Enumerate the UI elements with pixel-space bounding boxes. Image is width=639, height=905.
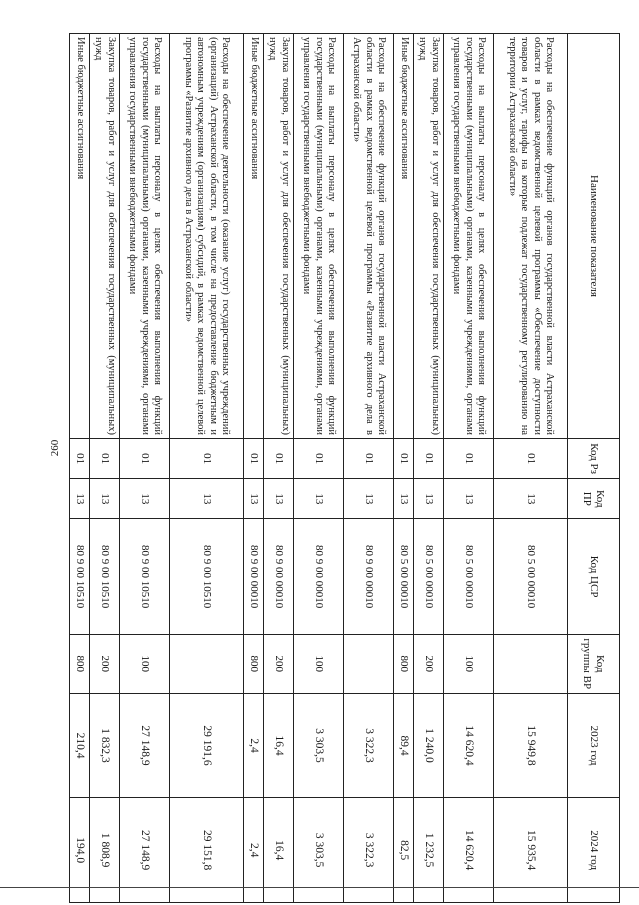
table-row <box>494 34 568 903</box>
table-header <box>568 34 620 903</box>
cell-csr: 80 9 00 10510 <box>70 519 90 634</box>
cell-vr <box>344 634 394 693</box>
cell-y2024: 3 303,5 <box>294 798 344 903</box>
cell-y2024: 3 322,3 <box>344 798 394 903</box>
cell-y2023: 89,4 <box>394 693 414 798</box>
cell-y2024: 16,4 <box>264 798 294 903</box>
cell-csr: 80 5 00 00010 <box>414 519 444 634</box>
cell-rz: 01 <box>394 438 414 478</box>
cell-pr: 13 <box>344 479 394 519</box>
cell-rz: 01 <box>170 438 244 478</box>
cell-pr: 13 <box>494 479 568 519</box>
cell-name: Расходы на обеспечение функций органов государственной власти Астраханской области в рамках ведомственной целевой программы «Развитие архивного дела в Астраханской области» <box>344 34 394 439</box>
table-row <box>244 34 264 903</box>
cell-pr: 13 <box>394 479 414 519</box>
table-row <box>264 34 294 903</box>
cell-y2024: 2,4 <box>244 798 264 903</box>
table-row <box>444 34 494 903</box>
cell-name: Расходы на выплаты персоналу в целях обеспечения выполнения функций государственными (муниципальными) органами, казенными учреждениями, органами управления государственными внебюджетными фондами <box>444 34 494 439</box>
table-row <box>394 34 414 903</box>
cell-pr: 13 <box>444 479 494 519</box>
cell-pr: 13 <box>170 479 244 519</box>
cell-pr: 13 <box>120 479 170 519</box>
cell-y2023: 1 240,0 <box>414 693 444 798</box>
table-row <box>344 34 394 903</box>
cell-y2024: 29 151,8 <box>170 798 244 903</box>
table-row <box>294 34 344 903</box>
page-number: 260 <box>49 439 61 457</box>
cell-name: Иные бюджетные ассигнования <box>70 34 90 439</box>
cell-rz: 01 <box>494 438 568 478</box>
cell-y2023: 3 322,3 <box>344 693 394 798</box>
cell-name: Иные бюджетные ассигнования <box>244 34 264 439</box>
cell-csr: 80 9 00 10510 <box>90 519 120 634</box>
cell-name: Расходы на выплаты персоналу в целях обеспечения выполнения функций государственными (муниципальными) органами, казенными учреждениями, органами управления государственными внебюджетными фондами <box>120 34 170 439</box>
cell-csr: 80 9 00 00010 <box>294 519 344 634</box>
cell-y2023: 27 148,9 <box>120 693 170 798</box>
cell-csr: 80 9 00 10510 <box>120 519 170 634</box>
cell-rz: 01 <box>264 438 294 478</box>
cell-y2024: 15 935,4 <box>494 798 568 903</box>
cell-rz: 01 <box>70 438 90 478</box>
cell-pr: 13 <box>294 479 344 519</box>
table-body <box>70 34 568 903</box>
table-row <box>170 34 244 903</box>
cell-pr: 13 <box>90 479 120 519</box>
header-2023: 2023 год <box>568 693 620 798</box>
cell-vr: 800 <box>394 634 414 693</box>
cell-y2023: 16,4 <box>264 693 294 798</box>
cell-rz: 01 <box>90 438 120 478</box>
cell-vr: 800 <box>244 634 264 693</box>
header-rz: Код Рз <box>568 438 620 478</box>
cell-y2024: 1 808,9 <box>90 798 120 903</box>
cell-y2024: 27 148,9 <box>120 798 170 903</box>
header-name: Наименование показателя <box>568 34 620 439</box>
table-row <box>70 34 90 903</box>
rotated-table-container <box>73 33 620 903</box>
cell-name: Закупка товаров, работ и услуг для обеспечения государственных (муниципальных) нужд <box>264 34 294 439</box>
header-csr: Код ЦСР <box>568 519 620 634</box>
header-vr: Код группы ВР <box>568 634 620 693</box>
cell-rz: 01 <box>414 438 444 478</box>
cell-csr: 80 5 00 00010 <box>444 519 494 634</box>
cell-rz: 01 <box>120 438 170 478</box>
table-row <box>414 34 444 903</box>
cell-y2023: 15 949,8 <box>494 693 568 798</box>
cell-y2023: 210,4 <box>70 693 90 798</box>
cell-y2024: 82,5 <box>394 798 414 903</box>
table-row <box>120 34 170 903</box>
cell-pr: 13 <box>414 479 444 519</box>
cell-rz: 01 <box>344 438 394 478</box>
bottom-rule <box>0 887 639 888</box>
cell-pr: 13 <box>70 479 90 519</box>
cell-rz: 01 <box>444 438 494 478</box>
cell-vr <box>170 634 244 693</box>
cell-name: Закупка товаров, работ и услуг для обеспечения государственных (муниципальных) нужд <box>414 34 444 439</box>
cell-vr <box>494 634 568 693</box>
cell-y2023: 3 303,5 <box>294 693 344 798</box>
cell-rz: 01 <box>244 438 264 478</box>
header-pr: Код ПР <box>568 479 620 519</box>
cell-csr: 80 9 00 00010 <box>244 519 264 634</box>
cell-rz: 01 <box>294 438 344 478</box>
cell-pr: 13 <box>264 479 294 519</box>
cell-name: Расходы на выплаты персоналу в целях обеспечения выполнения функций государственными (муниципальными) органами, казенными учреждениями, органами управления государственными внебюджетными фондами <box>294 34 344 439</box>
cell-vr: 800 <box>70 634 90 693</box>
cell-vr: 200 <box>90 634 120 693</box>
cell-name: Расходы на обеспечение функций органов государственной власти Астраханской области в рамках ведомственной целевой программы «Обеспечение доступности товаров и услуг, тарифы на которые подлежат государственному регулированию на территории Астраханской области» <box>494 34 568 439</box>
cell-y2023: 1 832,3 <box>90 693 120 798</box>
cell-csr: 80 9 00 10510 <box>170 519 244 634</box>
cell-name: Закупка товаров, работ и услуг для обеспечения государственных (муниципальных) нужд <box>90 34 120 439</box>
cell-vr: 100 <box>120 634 170 693</box>
cell-vr: 100 <box>294 634 344 693</box>
cell-vr: 200 <box>414 634 444 693</box>
cell-csr: 80 9 00 00010 <box>264 519 294 634</box>
cell-pr: 13 <box>244 479 264 519</box>
cell-vr: 200 <box>264 634 294 693</box>
budget-table <box>69 33 620 903</box>
header-2024: 2024 год <box>568 798 620 903</box>
table-row <box>90 34 120 903</box>
cell-csr: 80 5 00 00010 <box>494 519 568 634</box>
cell-y2023: 2,4 <box>244 693 264 798</box>
cell-y2024: 14 620,4 <box>444 798 494 903</box>
cell-y2023: 14 620,4 <box>444 693 494 798</box>
cell-y2023: 29 191,6 <box>170 693 244 798</box>
cell-vr: 100 <box>444 634 494 693</box>
cell-name: Иные бюджетные ассигнования <box>394 34 414 439</box>
cell-csr: 80 5 00 00010 <box>394 519 414 634</box>
cell-y2024: 1 232,5 <box>414 798 444 903</box>
cell-csr: 80 9 00 00010 <box>344 519 394 634</box>
cell-name: Расходы на обеспечение деятельности (оказание услуг) государственных учреждений (организаций) Астраханской области, в том числе на предоставление бюджетным и автономным учреждениям (организациям) субсидий, в рамках ведомственной целевой программы «Развитие архивного дела в Астраханской области» <box>170 34 244 439</box>
cell-y2024: 194,0 <box>70 798 90 903</box>
